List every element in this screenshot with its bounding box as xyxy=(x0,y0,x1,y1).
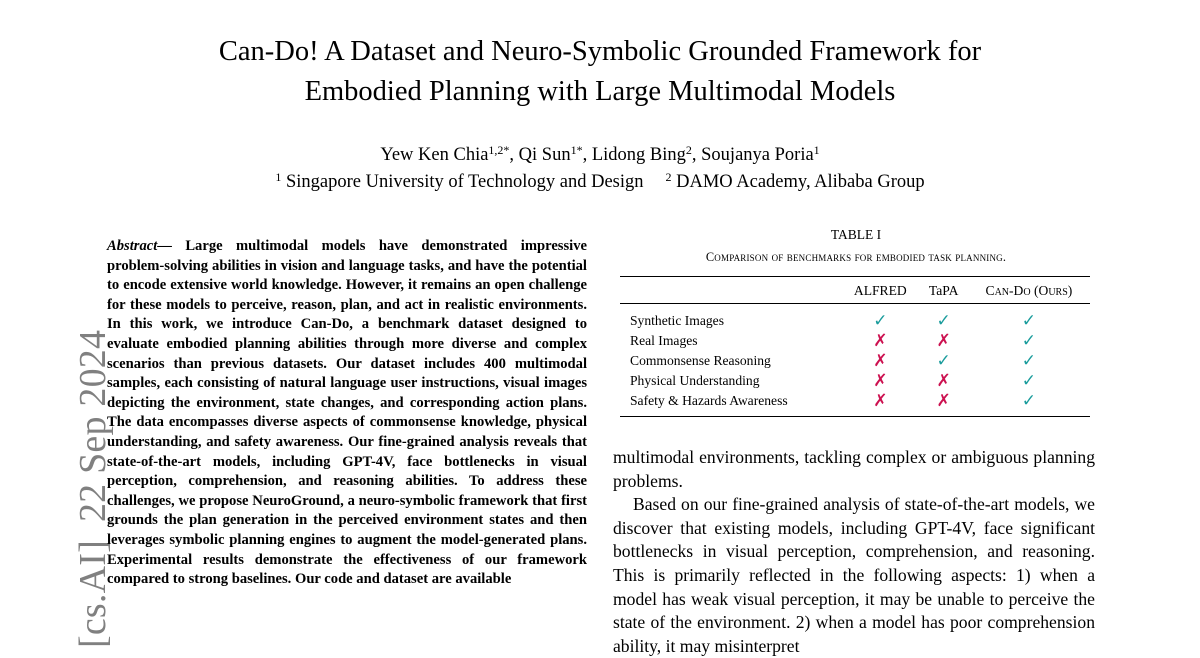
check-icon: ✓ xyxy=(1021,391,1037,411)
title-line-1: Can-Do! A Dataset and Neuro-Symbolic Grounded Framework for xyxy=(218,36,982,67)
table-row xyxy=(620,371,1090,391)
table-header-tapa: TaPA xyxy=(928,283,959,298)
author-affiliation-mark: 1* xyxy=(570,143,583,157)
table-mark-cell xyxy=(920,351,968,371)
table-number: TABLE I xyxy=(830,227,882,242)
author-separator: , xyxy=(582,145,592,165)
table-row xyxy=(620,331,1090,351)
table-row-aspect: Real Images xyxy=(630,333,698,348)
author-list xyxy=(0,142,1200,169)
table-row xyxy=(620,391,1090,417)
author-name: Lidong Bing xyxy=(591,145,686,165)
table-header-row xyxy=(620,277,1090,304)
body-text-column xyxy=(613,446,1095,658)
table-mark-cell xyxy=(841,371,919,391)
check-icon: ✓ xyxy=(1021,311,1037,331)
table-caption-text: Comparison of benchmarks for embodied task planning. xyxy=(705,250,1007,264)
paper-title xyxy=(0,32,1200,112)
author-name: Qi Sun xyxy=(518,145,571,165)
check-icon: ✓ xyxy=(936,351,951,371)
arxiv-date: 22 Sep 2024 xyxy=(72,329,114,523)
table-mark-cell xyxy=(841,391,919,417)
affiliation-list xyxy=(0,169,1200,196)
affiliation-name: DAMO Academy, Alibaba Group xyxy=(676,172,925,192)
table-caption xyxy=(600,227,1112,265)
check-icon: ✓ xyxy=(1021,351,1037,371)
table-mark-cell xyxy=(968,304,1090,332)
check-icon: ✓ xyxy=(873,311,888,331)
table-mark-cell xyxy=(968,391,1090,417)
author-affiliation-mark: 2 xyxy=(685,143,692,157)
body-paragraph: multimodal environments, tackling complex or ambiguous planning problems. xyxy=(613,447,1095,491)
check-icon: ✓ xyxy=(1021,371,1037,391)
table-mark-cell xyxy=(841,304,919,332)
table-mark-cell xyxy=(841,351,919,371)
table-row-aspect: Synthetic Images xyxy=(630,313,725,328)
table-row-aspect: Physical Understanding xyxy=(630,373,760,388)
table-row-aspect: Safety & Hazards Awareness xyxy=(630,393,788,408)
check-icon: ✓ xyxy=(936,311,951,331)
arxiv-category: [cs.AI] xyxy=(72,540,114,648)
abstract-label: Abstract xyxy=(107,238,158,254)
table-row xyxy=(620,304,1090,332)
table-mark-cell xyxy=(920,391,968,417)
table-mark-cell xyxy=(920,331,968,351)
table-mark-cell xyxy=(841,331,919,351)
abstract-dash: — xyxy=(157,238,186,254)
author-affiliation-mark: 1,2* xyxy=(488,143,510,157)
title-line-2: Embodied Planning with Large Multimodal Models xyxy=(304,76,896,107)
abstract-text: Large multimodal models have demonstrated impressive problem-solving abilities in vision and language tasks, and have the potential to encode extensive world knowledge. However, it remains an open challenge for these models to perceive, reason, plan, and act in realistic environments. In this work, we introduce Can-Do, a benchmark dataset designed to evaluate embodied planning abilities through more diverse and complex scenarios than previous datasets. Our dataset includes 400 multimodal samples, each consisting of natural language user instructions, visual images depicting the environment, state changes, and corresponding action plans. The data encompasses diverse aspects of commonsense knowledge, physical understanding, and safety awareness. Our fine-grained analysis reveals that state-of-the-art models, including GPT-4V, face bottlenecks in visual perception, comprehension, and reasoning abilities. To address these challenges, we propose NeuroGround, a neuro-symbolic framework that first grounds the plan generation in the perceived environment states and then leverages symbolic planning engines to augment the model-generated plans. Experimental results demonstrate the effectiveness of our framework compared to strong baselines. Our code and dataset are available xyxy=(107,238,587,588)
affiliation-mark: 1 xyxy=(275,170,282,184)
table-header-empty xyxy=(620,277,841,304)
cross-icon: ✗ xyxy=(873,391,888,411)
table-header-alfred: ALFRED xyxy=(853,283,907,298)
cross-icon: ✗ xyxy=(873,331,888,351)
cross-icon: ✗ xyxy=(873,351,888,371)
cross-icon: ✗ xyxy=(873,371,888,391)
author-separator: , xyxy=(509,145,519,165)
table-row-aspect: Commonsense Reasoning xyxy=(630,353,771,368)
abstract xyxy=(107,237,587,590)
table-mark-cell xyxy=(968,331,1090,351)
table-mark-cell xyxy=(968,371,1090,391)
author-name: Yew Ken Chia xyxy=(380,145,489,165)
body-paragraph: Based on our fine-grained analysis of state-of-the-art models, we discover that existing models, including GPT-4V, face significant bottlenecks in visual perception, comprehension, and reasoning. This is primarily reflected in the following aspects: 1) when a model has weak visual perception, it may be unable to perceive the state of the environment. 2) when a model has poor comprehension ability, it may misinterpret xyxy=(613,494,1095,656)
affiliation-name: Singapore University of Technology and Design xyxy=(285,172,644,192)
table-row xyxy=(620,351,1090,371)
table-mark-cell xyxy=(968,351,1090,371)
cross-icon: ✗ xyxy=(936,331,951,351)
author-name: Soujanya Poria xyxy=(701,145,814,165)
author-affiliation-mark: 1 xyxy=(813,143,820,157)
cross-icon: ✗ xyxy=(936,391,951,411)
cross-icon: ✗ xyxy=(936,371,951,391)
table-mark-cell xyxy=(920,304,968,332)
table-header-cando: Can-Do (Ours) xyxy=(985,283,1073,298)
benchmark-comparison-table xyxy=(620,276,1090,417)
check-icon: ✓ xyxy=(1021,331,1037,351)
affiliation-mark: 2 xyxy=(665,170,672,184)
author-block xyxy=(0,142,1200,196)
author-separator: , xyxy=(691,145,702,165)
table-mark-cell xyxy=(920,371,968,391)
